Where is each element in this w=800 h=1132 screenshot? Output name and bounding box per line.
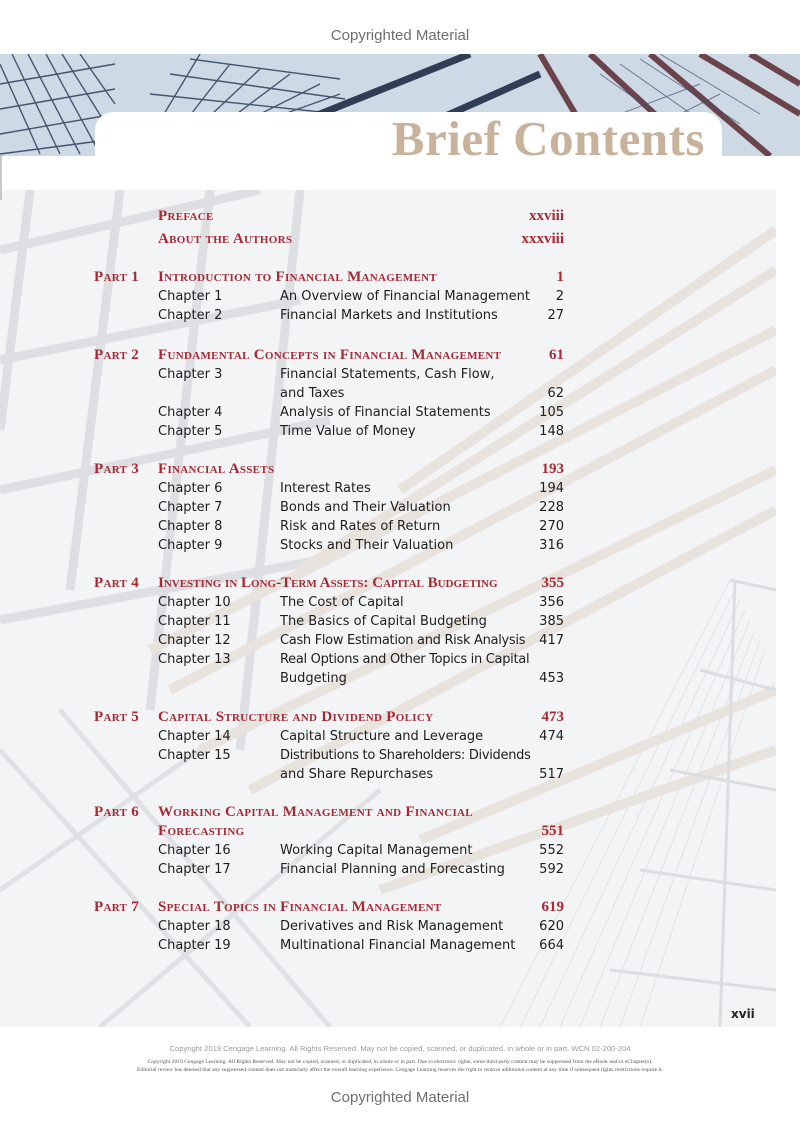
chapter-row[interactable] [0, 917, 800, 936]
copyright-notice-line-2: Editorial review has deemed that any suppressed content does not materially affect the overall learning experience. Cengage Learning reserves the right to remove additional content at any time if subsequent rights restrictions require it. [137, 1067, 663, 1073]
chapter-row[interactable] [0, 631, 800, 650]
chapter-title: Derivatives and Risk Management [280, 919, 504, 934]
chapter-row[interactable] [0, 536, 800, 555]
chapter-label: Chapter 18 [158, 919, 231, 934]
chapter-page: 105 [539, 405, 564, 420]
chapter-row[interactable] [0, 306, 800, 325]
chapter-page: 385 [539, 614, 564, 629]
chapter-title: The Cost of Capital [280, 595, 404, 610]
chapter-title: Financial Markets and Institutions [280, 308, 498, 323]
chapter-title: Capital Structure and Leverage [280, 729, 484, 744]
toc-entry-about-authors[interactable] [0, 230, 800, 249]
chapter-title: Stocks and Their Valuation [280, 538, 454, 553]
chapter-page: 62 [547, 386, 564, 401]
part-label: Part 1 [94, 269, 140, 285]
part-label: Part 6 [94, 804, 140, 820]
copyrighted-material-watermark-bottom: Copyrighted Material [330, 1089, 470, 1106]
chapter-row[interactable] [0, 860, 800, 879]
chapter-label: Chapter 6 [158, 481, 223, 496]
chapter-title: Financial Planning and Forecasting [280, 862, 505, 877]
part-page: 551 [541, 823, 564, 839]
chapter-title: Interest Rates [280, 481, 371, 496]
part-heading-6[interactable] [0, 803, 800, 822]
part-heading-4[interactable] [0, 574, 800, 593]
chapter-page: 664 [539, 938, 564, 953]
chapter-page: 417 [539, 633, 564, 648]
part-label: Part 4 [94, 575, 140, 591]
chapter-row[interactable] [0, 422, 800, 441]
chapter-row[interactable] [0, 517, 800, 536]
part-title: Introduction to Financial Management [158, 269, 437, 285]
chapter-label: Chapter 3 [158, 367, 223, 382]
chapter-label: Chapter 19 [158, 938, 231, 953]
part-label: Part 7 [94, 899, 140, 915]
chapter-page: 552 [539, 843, 564, 858]
toc-entry-preface[interactable] [0, 207, 800, 226]
part-heading-5[interactable] [0, 708, 800, 727]
chapter-row[interactable] [0, 498, 800, 517]
chapter-title: Financial Statements, Cash Flow, [280, 367, 495, 382]
part-heading-3[interactable] [0, 460, 800, 479]
chapter-label: Chapter 14 [158, 729, 231, 744]
chapter-label: Chapter 4 [158, 405, 223, 420]
chapter-title: Cash Flow Estimation and Risk Analysis [280, 633, 526, 648]
chapter-row-continued[interactable] [0, 765, 800, 784]
chapter-page: 316 [539, 538, 564, 553]
part-page: 355 [541, 575, 564, 591]
front-matter-page: xxxviii [521, 231, 564, 247]
chapter-label: Chapter 5 [158, 424, 223, 439]
chapter-row[interactable] [0, 746, 800, 765]
front-matter-page: xxviii [528, 208, 564, 224]
chapter-label: Chapter 1 [158, 289, 223, 304]
chapter-row[interactable] [0, 593, 800, 612]
part-heading-6-continued[interactable] [0, 822, 800, 841]
chapter-label: Chapter 8 [158, 519, 223, 534]
chapter-title: Multinational Financial Management [280, 938, 516, 953]
copyrighted-material-watermark-top: Copyrighted Material [330, 27, 470, 44]
chapter-title: An Overview of Financial Management [280, 289, 530, 304]
chapter-label: Chapter 11 [158, 614, 231, 629]
chapter-row[interactable] [0, 936, 800, 955]
chapter-title-continued: Budgeting [280, 671, 347, 686]
chapter-row[interactable] [0, 612, 800, 631]
part-title: Financial Assets [158, 461, 275, 477]
part-title-continued: Forecasting [158, 823, 245, 839]
chapter-row[interactable] [0, 403, 800, 422]
part-heading-1[interactable] [0, 268, 800, 287]
part-title: Fundamental Concepts in Financial Management [158, 347, 502, 363]
chapter-row-continued[interactable] [0, 669, 800, 688]
part-label: Part 2 [94, 347, 140, 363]
chapter-title-continued: and Share Repurchases [280, 767, 434, 782]
chapter-page: 194 [539, 481, 564, 496]
chapter-page: 270 [539, 519, 564, 534]
copyright-notice-line-1: Copyright 2019 Cengage Learning. All Rights Reserved. May not be copied, scanned, or duplicated, in whole or in part. Due to electronic rights, some third party content may be suppressed from the eBook and/or eChapter(s). [147, 1059, 653, 1065]
chapter-page: 148 [539, 424, 564, 439]
part-title: Capital Structure and Dividend Policy [158, 709, 434, 725]
chapter-label: Chapter 12 [158, 633, 231, 648]
part-heading-2[interactable] [0, 346, 800, 365]
chapter-page: 356 [539, 595, 564, 610]
chapter-label: Chapter 10 [158, 595, 231, 610]
chapter-page: 620 [539, 919, 564, 934]
part-title: Special Topics in Financial Management [158, 899, 442, 915]
chapter-label: Chapter 9 [158, 538, 223, 553]
chapter-title: Bonds and Their Valuation [280, 500, 451, 515]
chapter-page: 2 [555, 289, 564, 304]
chapter-title: Working Capital Management [280, 843, 473, 858]
part-title: Investing in Long-Term Assets: Capital Budgeting [158, 575, 498, 591]
part-page: 193 [541, 461, 564, 477]
page-number: xvii [731, 1007, 755, 1021]
chapter-title: Distributions to Shareholders: Dividends [280, 748, 531, 763]
chapter-title: Real Options and Other Topics in Capital [280, 652, 530, 667]
chapter-page: 228 [539, 500, 564, 515]
chapter-page: 27 [547, 308, 564, 323]
copyright-notice [0, 1058, 800, 1074]
chapter-label: Chapter 15 [158, 748, 231, 763]
part-page: 1 [556, 269, 564, 285]
chapter-label: Chapter 17 [158, 862, 231, 877]
chapter-title: Risk and Rates of Return [280, 519, 441, 534]
chapter-label: Chapter 16 [158, 843, 231, 858]
chapter-page: 517 [539, 767, 564, 782]
chapter-title: The Basics of Capital Budgeting [280, 614, 487, 629]
chapter-row[interactable] [0, 479, 800, 498]
part-title: Working Capital Management and Financial [158, 804, 473, 820]
page-title: Brief Contents [391, 111, 705, 166]
chapter-row[interactable] [0, 650, 800, 669]
chapter-page: 453 [539, 671, 564, 686]
part-page: 61 [549, 347, 564, 363]
part-label: Part 5 [94, 709, 140, 725]
chapter-row[interactable] [0, 365, 800, 384]
part-page: 619 [541, 899, 564, 915]
chapter-row[interactable] [0, 727, 800, 746]
copyright-line: Copyright 2019 Cengage Learning. All Rights Reserved. May not be copied, scanned, or duplicated, in whole or in part. WCN 02-200-204 [169, 1044, 631, 1053]
chapter-row-continued[interactable] [0, 384, 800, 403]
chapter-page: 474 [539, 729, 564, 744]
chapter-title: Analysis of Financial Statements [280, 405, 491, 420]
part-page: 473 [541, 709, 564, 725]
chapter-row[interactable] [0, 841, 800, 860]
front-matter-title: Preface [158, 208, 214, 224]
chapter-label: Chapter 13 [158, 652, 231, 667]
part-label: Part 3 [94, 461, 140, 477]
chapter-page: 592 [539, 862, 564, 877]
part-heading-7[interactable] [0, 898, 800, 917]
chapter-title-continued: and Taxes [280, 386, 345, 401]
chapter-label: Chapter 7 [158, 500, 223, 515]
chapter-label: Chapter 2 [158, 308, 223, 323]
chapter-title: Time Value of Money [280, 424, 416, 439]
front-matter-title: About the Authors [158, 231, 293, 247]
chapter-row[interactable] [0, 287, 800, 306]
